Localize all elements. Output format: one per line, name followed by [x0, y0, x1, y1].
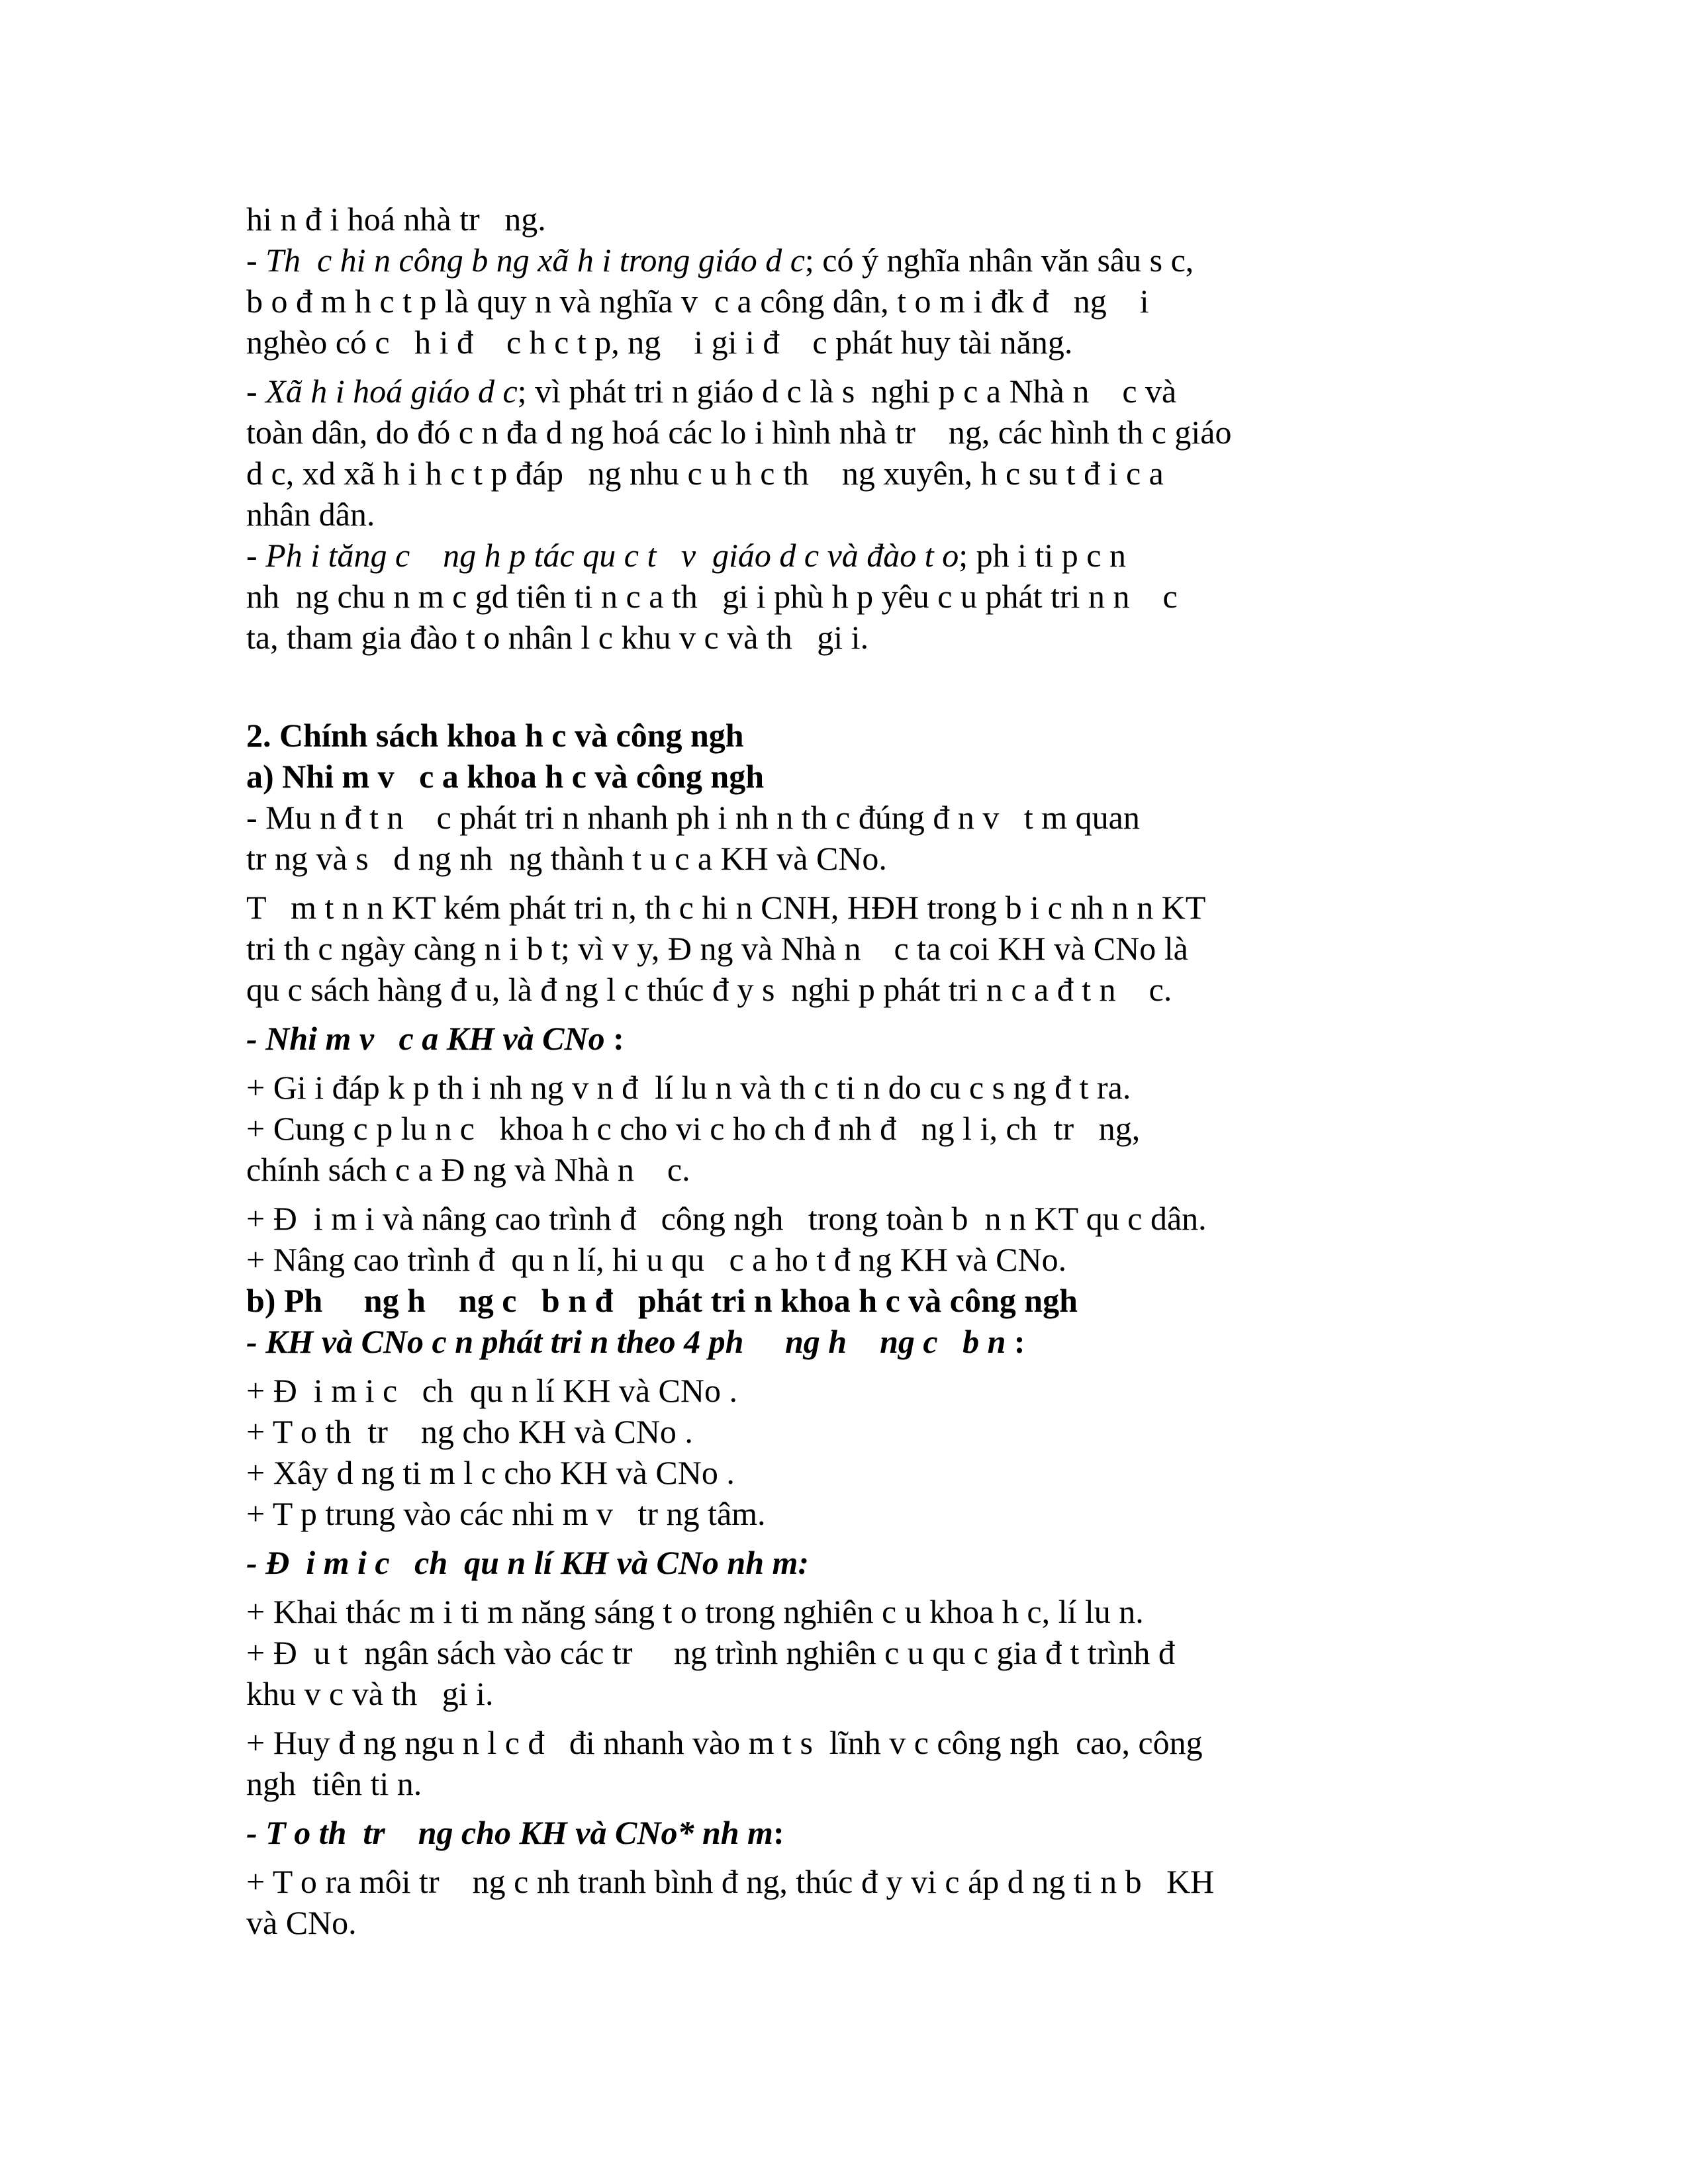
text-run: - Ph i tăng c ng h p tác qu c t v giáo d c và đào t o [246, 537, 959, 574]
text-run: d c, xd xã h i h c t p đáp ng nhu c u h c th ng xuyên, h c su t đ i c a [246, 455, 1164, 492]
text-line [246, 928, 1188, 970]
text-line [246, 1067, 1131, 1109]
text-run: - Đ i m i c ch qu n lí KH và CNo nh m: [246, 1544, 810, 1581]
text-line [246, 535, 1126, 577]
text-run: ; vì phát tri n giáo d c là s nghi p c a Nhà n c và [517, 373, 1177, 410]
text-line [246, 1280, 1078, 1322]
text-run: + Huy đ ng ngu n l c đ đi nhanh vào m t s lĩnh v c công ngh cao, công [246, 1724, 1203, 1761]
text-run: ; có ý nghĩa nhân văn sâu s c, [804, 242, 1194, 279]
text-run: ngh tiên ti n. [246, 1765, 422, 1802]
text-run: tri th c ngày càng n i b t; vì v y, Đ ng và Nhà n c ta coi KH và CNo là [246, 930, 1188, 967]
text-run: - Xã h i hoá giáo d c [246, 373, 518, 410]
text-run: và CNo. [246, 1904, 357, 1941]
text-line [246, 412, 1231, 454]
text-line [246, 281, 1149, 323]
text-run: - KH và CNo c n phát tri n theo 4 ph ng h ng c b n [246, 1323, 1006, 1360]
text-line [246, 1763, 422, 1805]
text-line [246, 1198, 1207, 1240]
text-line [246, 969, 1172, 1011]
text-run: hi n đ i hoá nhà tr ng. [246, 201, 546, 238]
text-run: : [604, 1020, 624, 1057]
text-run: - Th c hi n công b ng xã h i trong giáo d c [246, 242, 805, 279]
text-run: ; ph i ti p c n [959, 537, 1126, 574]
text-line [246, 1673, 494, 1715]
text-run: + Khai thác m i ti m năng sáng t o trong nghiên c u khoa h c, lí lu n. [246, 1593, 1144, 1630]
text-line [246, 617, 868, 659]
text-line [246, 1452, 735, 1494]
text-run: b) Ph ng h ng c b n đ phát tri n khoa h c và công ngh [246, 1282, 1078, 1319]
text-run: a) Nhi m v c a khoa h c và công ngh [246, 758, 765, 795]
text-line [246, 1591, 1144, 1633]
text-line [246, 494, 375, 536]
text-line [246, 1149, 690, 1191]
text-line [246, 322, 1072, 364]
text-run: + Xây d ng ti m l c cho KH và CNo . [246, 1454, 735, 1491]
text-line [246, 1108, 1140, 1150]
text-run: + Cung c p lu n c khoa h c cho vi c ho ch đ nh đ ng l i, ch tr ng, [246, 1110, 1141, 1147]
text-run: - Nhi m v c a KH và CNo [246, 1020, 605, 1057]
text-line [246, 887, 1205, 929]
text-run: + Nâng cao trình đ qu n lí, hi u qu c a ho t đ ng KH và CNo. [246, 1241, 1067, 1278]
text-run: 2. Chính sách khoa h c và công ngh [246, 717, 744, 754]
text-run: nghèo có c h i đ c h c t p, ng i gi i đ c phát huy tài năng. [246, 324, 1073, 361]
text-line [246, 1411, 693, 1453]
text-run: qu c sách hàng đ u, là đ ng l c thúc đ y s nghi p phát tri n c a đ t n c. [246, 971, 1172, 1008]
text-run: nhân dân. [246, 496, 375, 533]
text-line [246, 715, 744, 757]
text-run: + Đ i m i và nâng cao trình đ công ngh trong toàn b n n KT qu c dân. [246, 1200, 1207, 1237]
text-run: b o đ m h c t p là quy n và nghĩa v c a công dân, t o m i đk đ ng i [246, 283, 1149, 320]
text-run: + T p trung vào các nhi m v tr ng tâm. [246, 1495, 766, 1532]
text-line [246, 1370, 737, 1412]
text-run: + Đ i m i c ch qu n lí KH và CNo . [246, 1372, 738, 1409]
text-run: + T o ra môi tr ng c nh tranh bình đ ng, thúc đ y vi c áp d ng ti n b KH [246, 1863, 1215, 1900]
text-run: ta, tham gia đào t o nhân l c khu v c và th gi i. [246, 619, 869, 656]
text-line [246, 1542, 809, 1584]
text-line [246, 199, 546, 241]
text-line [246, 453, 1164, 495]
text-line [246, 756, 764, 798]
text-run: + Gi i đáp k p th i nh ng v n đ lí lu n và th c ti n do cu c s ng đ t ra. [246, 1069, 1131, 1106]
text-line [246, 371, 1176, 413]
text-line [246, 1632, 1175, 1674]
text-line [246, 797, 1140, 839]
text-line [246, 1812, 784, 1854]
text-run: : [1006, 1323, 1025, 1360]
text-line [246, 1493, 766, 1535]
text-line [246, 1861, 1214, 1903]
text-run: - Mu n đ t n c phát tri n nhanh ph i nh n th c đúng đ n v t m quan [246, 799, 1140, 836]
text-run: khu v c và th gi i. [246, 1675, 494, 1712]
text-line [246, 1722, 1203, 1764]
text-run: : [773, 1814, 784, 1851]
text-line [246, 1018, 624, 1060]
text-line [246, 1321, 1025, 1363]
text-line [246, 576, 1178, 618]
text-line [246, 1239, 1066, 1281]
text-run: nh ng chu n m c gd tiên ti n c a th gi i phù h p yêu c u phát tri n n c [246, 578, 1178, 615]
text-run: chính sách c a Đ ng và Nhà n c. [246, 1151, 690, 1188]
text-run: T m t n n KT kém phát tri n, th c hi n CNH, HĐH trong b i c nh n n KT [246, 889, 1206, 926]
text-line [246, 838, 887, 880]
text-line [246, 240, 1194, 282]
text-run: - T o th tr ng cho KH và CNo* nh m [246, 1814, 773, 1851]
text-run: toàn dân, do đó c n đa d ng hoá các lo i hình nhà tr ng, các hình th c giáo [246, 414, 1232, 451]
text-run: tr ng và s d ng nh ng thành t u c a KH và CNo. [246, 840, 887, 877]
text-line [246, 1902, 357, 1944]
text-run: + Đ u t ngân sách vào các tr ng trình nghiên c u qu c gia đ t trình đ [246, 1634, 1175, 1671]
text-run: + T o th tr ng cho KH và CNo . [246, 1413, 693, 1450]
